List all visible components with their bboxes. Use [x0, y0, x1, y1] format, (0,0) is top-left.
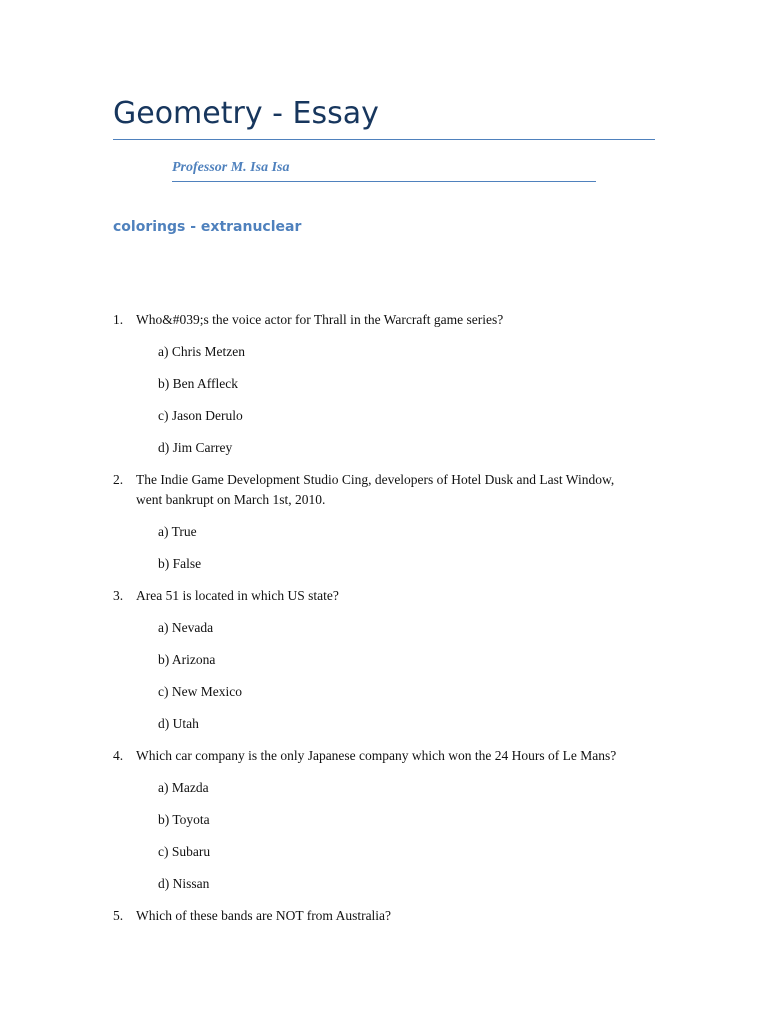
question-number: 1. — [113, 312, 124, 327]
document-subtitle: colorings - extranuclear — [113, 219, 302, 235]
question-text: Which car company is the only Japanese company which won the 24 Hours of Le Mans? — [136, 748, 617, 763]
author-name: Professor M. Isa Isa — [172, 160, 290, 175]
answer-option: b) Toyota — [158, 812, 210, 827]
answer-option: d) Nissan — [158, 876, 210, 891]
document-title: Geometry - Essay — [113, 96, 379, 131]
answer-option: b) Arizona — [158, 652, 216, 667]
question-text: Which of these bands are NOT from Australia? — [136, 908, 392, 923]
question-number: 2. — [113, 472, 124, 487]
question-text: Area 51 is located in which US state? — [136, 588, 339, 603]
question-number: 3. — [113, 588, 124, 603]
question-text: The Indie Game Development Studio Cing, developers of Hotel Dusk and Last Window, — [136, 472, 615, 487]
answer-option: c) Subaru — [158, 844, 211, 859]
question-number: 5. — [113, 908, 124, 923]
question-number: 4. — [113, 748, 124, 763]
answer-option: a) Mazda — [158, 780, 209, 795]
answer-option: d) Jim Carrey — [158, 440, 233, 455]
answer-option: d) Utah — [158, 716, 199, 731]
author-divider — [172, 181, 596, 182]
answer-option: a) True — [158, 524, 197, 539]
answer-option: c) New Mexico — [158, 684, 242, 699]
answer-option: b) Ben Affleck — [158, 376, 238, 391]
answer-option: b) False — [158, 556, 202, 571]
answer-option: a) Chris Metzen — [158, 344, 245, 359]
answer-option: c) Jason Derulo — [158, 408, 243, 423]
answer-option: a) Nevada — [158, 620, 214, 635]
title-divider — [113, 139, 655, 140]
question-text: Who&#039;s the voice actor for Thrall in the Warcraft game series? — [136, 312, 504, 327]
question-text: went bankrupt on March 1st, 2010. — [136, 492, 326, 507]
